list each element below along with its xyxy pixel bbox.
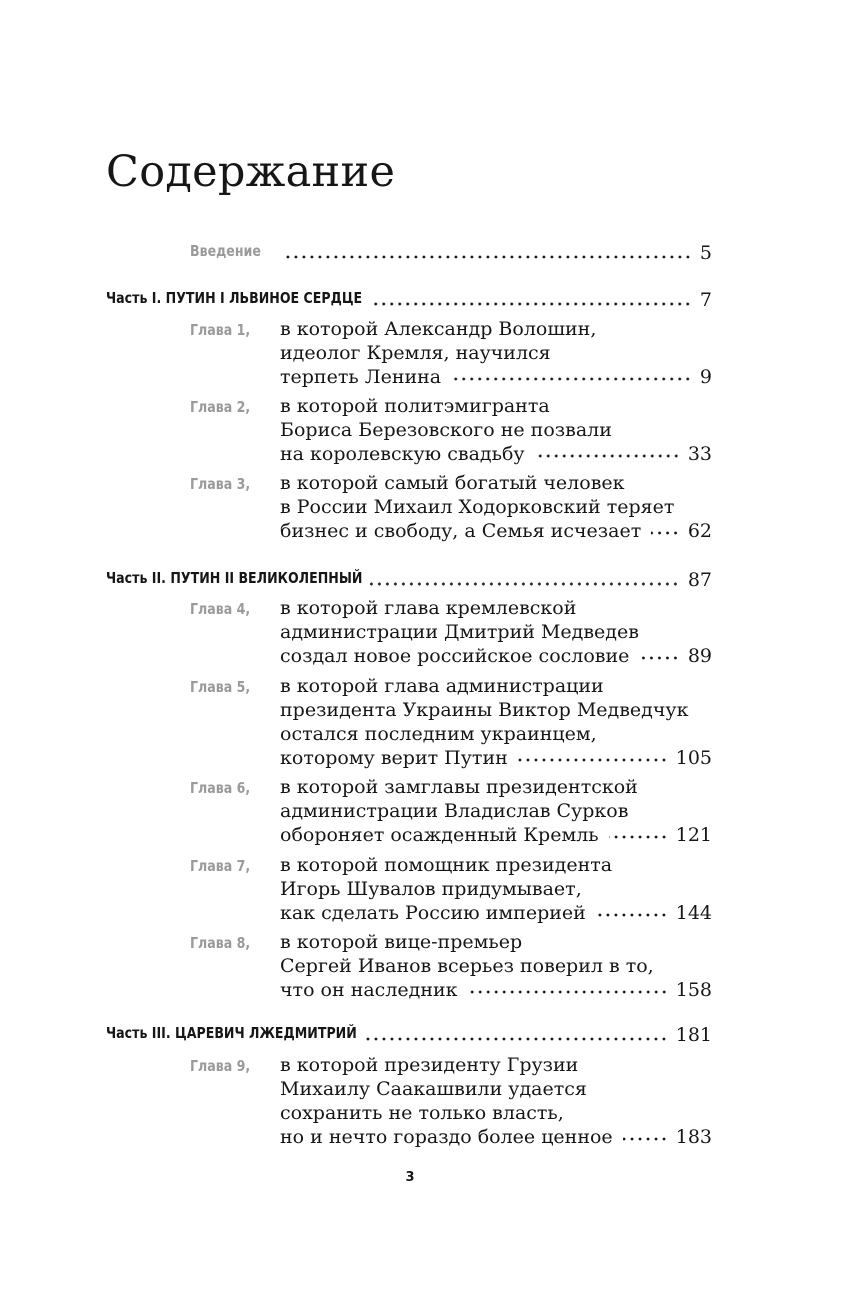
chapter-description-line: создал новое российское сословие (280, 645, 630, 667)
page-number-ref: 121 (675, 824, 712, 846)
page-number-ref: 144 (675, 902, 712, 924)
chapter-description-line: но и нечто гораздо более ценное (280, 1126, 613, 1148)
dot-leader (365, 1037, 668, 1041)
chapter-label: Глава 9, (190, 1057, 251, 1075)
page-number-ref: 7 (699, 289, 712, 311)
chapter-description-line: администрации Дмитрий Медведев (280, 621, 639, 643)
chapter-description-line: в которой замглавы президентской (280, 776, 638, 798)
chapter-description-line: Михаилу Саакашвили удается (280, 1078, 587, 1100)
dot-leader (535, 454, 680, 458)
chapter-description-line: в которой вице-премьер (280, 931, 523, 953)
dot-leader (370, 582, 679, 586)
chapter-description-line: обороняет осажденный Кремль (280, 824, 599, 846)
chapter-description-line: Сергей Иванов всерьез поверил в то, (280, 955, 654, 977)
chapter-label: Глава 7, (190, 857, 251, 875)
chapter-description-line: идеолог Кремля, научился (280, 342, 551, 364)
chapter-description-line: бизнес и свободу, а Семья исчезает (280, 520, 642, 542)
dot-leader (284, 255, 692, 259)
chapter-label: Глава 3, (190, 475, 251, 493)
dot-leader (451, 377, 692, 381)
chapter-label: Глава 4, (190, 600, 251, 618)
introduction-label: Введение (190, 242, 261, 260)
chapter-label: Глава 1, (190, 321, 251, 339)
dot-leader (518, 758, 668, 762)
chapter-description-line: сохранить не только власть, (280, 1102, 564, 1124)
chapter-description-line: в которой глава администрации (280, 675, 604, 697)
dot-leader (639, 656, 679, 660)
part-title: Часть II. ПУТИН II ВЕЛИКОЛЕПНЫЙ (106, 569, 363, 587)
chapter-label: Глава 5, (190, 678, 251, 696)
chapter-description-line: в которой политэмигранта (280, 395, 550, 417)
page-title: Содержание (106, 147, 396, 197)
part-title: Часть III. ЦАРЕВИЧ ЛЖЕДМИТРИЙ (106, 1024, 357, 1042)
chapter-description-line: которому верит Путин (280, 747, 508, 769)
chapter-description-line: в России Михаил Ходорковский теряет (280, 496, 675, 518)
chapter-label: Глава 6, (190, 779, 251, 797)
dot-leader (468, 990, 668, 994)
chapter-description-line: администрации Владислав Сурков (280, 800, 629, 822)
page-number-ref: 89 (687, 645, 712, 667)
page-number-ref: 181 (675, 1024, 712, 1046)
chapter-label: Глава 2, (190, 398, 251, 416)
chapter-description-line: в которой президенту Грузии (280, 1054, 579, 1076)
page-number-ref: 62 (687, 520, 712, 542)
page-number: 3 (405, 1170, 415, 1185)
page-number-ref: 87 (687, 569, 712, 591)
chapter-description-line: Бориса Березовского не позвали (280, 419, 612, 441)
dot-leader (596, 913, 668, 917)
page-number-ref: 9 (699, 366, 712, 388)
chapter-description-line: в которой Александр Волошин, (280, 318, 597, 340)
page-number-ref: 5 (699, 242, 712, 264)
dot-leader (623, 1137, 668, 1141)
chapter-description-line: в которой помощник президента (280, 854, 613, 876)
dot-leader (651, 531, 680, 535)
dot-leader (609, 835, 668, 839)
page-number-ref: 158 (675, 979, 712, 1001)
chapter-description-line: в которой самый богатый человек (280, 472, 625, 494)
chapter-description-line: как сделать Россию империей (280, 902, 586, 924)
page-number-ref: 183 (675, 1126, 712, 1148)
part-title: Часть I. ПУТИН I ЛЬВИНОЕ СЕРДЦЕ (106, 289, 363, 307)
chapter-description-line: на королевскую свадьбу (280, 443, 525, 465)
chapter-description-line: Игорь Шувалов придумывает, (280, 878, 582, 900)
chapter-description-line: терпеть Ленина (280, 366, 442, 388)
chapter-description-line: в которой глава кремлевской (280, 597, 577, 619)
chapter-description-line: остался последним украинцем, (280, 723, 597, 745)
page-number-ref: 33 (687, 443, 712, 465)
chapter-description-line: президента Украины Виктор Медведчук (280, 699, 689, 721)
dot-leader (370, 302, 692, 306)
chapter-label: Глава 8, (190, 934, 251, 952)
chapter-description-line: что он наследник (280, 979, 458, 1001)
page-number-ref: 105 (675, 747, 712, 769)
